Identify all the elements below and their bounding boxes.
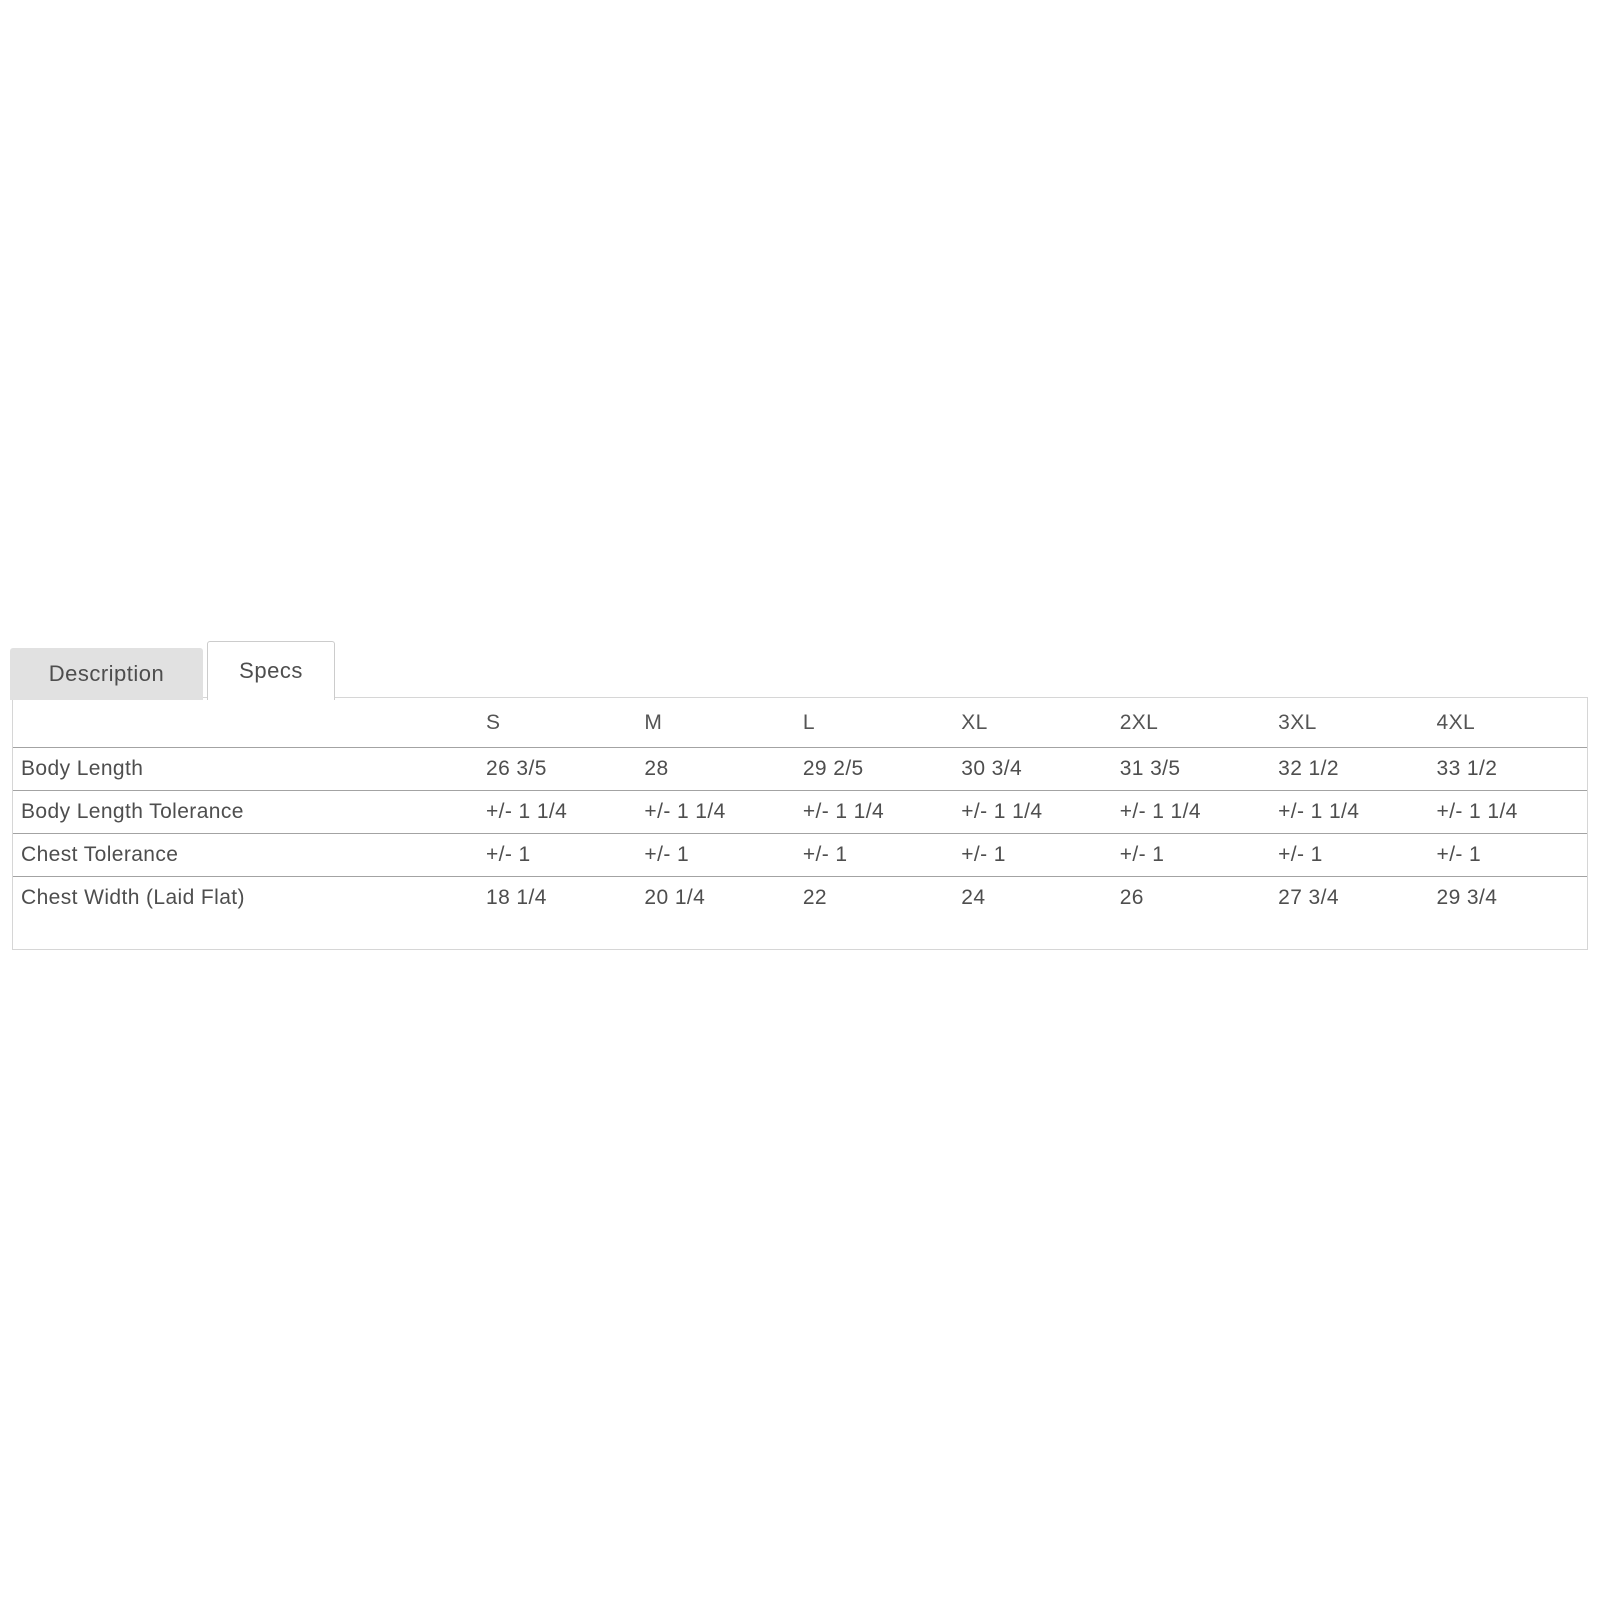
spec-value-cell: +/- 1 1/4 bbox=[636, 791, 794, 834]
spec-value-cell: +/- 1 bbox=[636, 834, 794, 877]
spec-value-cell: 33 1/2 bbox=[1429, 748, 1587, 791]
table-row bbox=[13, 877, 1587, 920]
tab-specs-label: Specs bbox=[239, 658, 303, 683]
header-cell-size-m: M bbox=[644, 710, 663, 734]
spec-value-cell: 26 3/5 bbox=[478, 748, 636, 791]
spec-value-cell: +/- 1 1/4 bbox=[1112, 791, 1270, 834]
row-label: Body Length Tolerance bbox=[13, 791, 478, 834]
spec-value-cell: 32 1/2 bbox=[1270, 748, 1428, 791]
spec-table-header bbox=[13, 698, 1587, 748]
header-cell-size-3xl: 3XL bbox=[1278, 710, 1317, 734]
spec-value-cell: +/- 1 1/4 bbox=[953, 791, 1111, 834]
spec-value-cell: +/- 1 1/4 bbox=[478, 791, 636, 834]
spec-value-cell: +/- 1 bbox=[1270, 834, 1428, 877]
spec-table-body bbox=[13, 748, 1587, 920]
header-cell-size-s: S bbox=[486, 710, 501, 734]
row-label: Body Length bbox=[13, 748, 478, 791]
spec-value-cell: 27 3/4 bbox=[1270, 877, 1428, 920]
spec-table bbox=[13, 698, 1587, 919]
spec-value-cell: +/- 1 1/4 bbox=[1270, 791, 1428, 834]
header-cell-size-2xl: 2XL bbox=[1119, 710, 1159, 734]
spec-value-cell: 28 bbox=[636, 748, 794, 791]
table-row bbox=[13, 791, 1587, 834]
header-cell-size-l: L bbox=[802, 710, 815, 734]
specs-panel bbox=[12, 697, 1588, 950]
spec-value-cell: +/- 1 bbox=[1429, 834, 1587, 877]
spec-value-cell: 26 bbox=[1112, 877, 1270, 920]
spec-value-cell: +/- 1 bbox=[953, 834, 1111, 877]
spec-value-cell: 29 3/4 bbox=[1429, 877, 1587, 920]
header-cell-size-4xl: 4XL bbox=[1436, 710, 1476, 734]
spec-value-cell: 22 bbox=[795, 877, 953, 920]
table-row bbox=[13, 748, 1587, 791]
spec-value-cell: 24 bbox=[953, 877, 1111, 920]
spec-value-cell: +/- 1 bbox=[1112, 834, 1270, 877]
spec-value-cell: 20 1/4 bbox=[636, 877, 794, 920]
tab-bar bbox=[10, 641, 335, 700]
spec-value-cell: 30 3/4 bbox=[953, 748, 1111, 791]
spec-value-cell: +/- 1 bbox=[795, 834, 953, 877]
header-cell-empty bbox=[13, 698, 478, 748]
tab-specs[interactable] bbox=[207, 641, 335, 700]
tab-description[interactable] bbox=[10, 648, 203, 700]
spec-value-cell: +/- 1 1/4 bbox=[1429, 791, 1587, 834]
header-row bbox=[13, 698, 1587, 748]
spec-value-cell: 29 2/5 bbox=[795, 748, 953, 791]
row-label: Chest Tolerance bbox=[13, 834, 478, 877]
header-cell-size-xl: XL bbox=[961, 710, 988, 734]
row-label: Chest Width (Laid Flat) bbox=[13, 877, 478, 920]
tab-description-label: Description bbox=[48, 661, 165, 686]
spec-value-cell: +/- 1 bbox=[478, 834, 636, 877]
table-row bbox=[13, 834, 1587, 877]
spec-value-cell: 18 1/4 bbox=[478, 877, 636, 920]
spec-value-cell: +/- 1 1/4 bbox=[795, 791, 953, 834]
spec-value-cell: 31 3/5 bbox=[1112, 748, 1270, 791]
